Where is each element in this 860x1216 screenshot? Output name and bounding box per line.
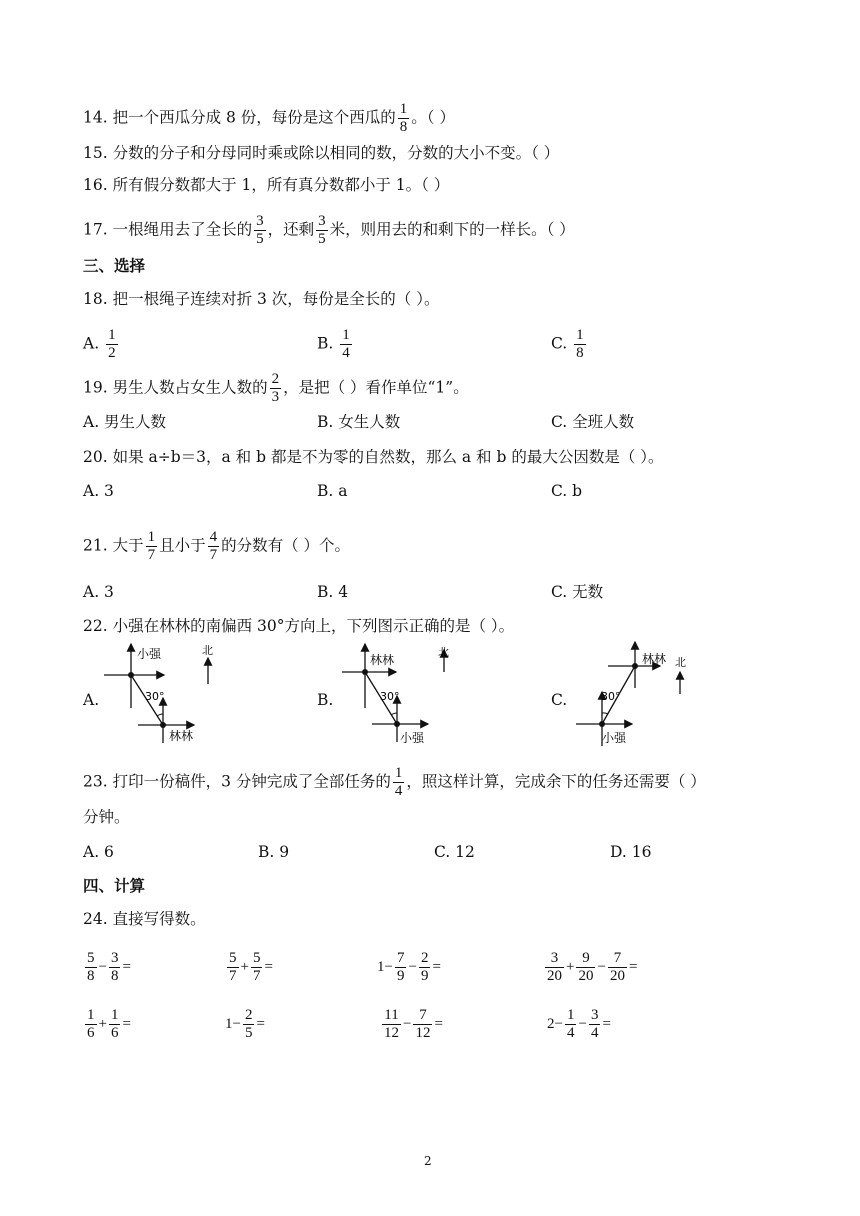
q21-num-2: 4 (209, 529, 218, 545)
question-14 (83, 101, 455, 135)
calc-fraction (419, 950, 431, 985)
calc-equals: = (122, 1016, 131, 1032)
calc-num: 9 (576, 950, 595, 968)
calc-fraction (545, 950, 564, 985)
diagram-b-north-label: 北 (438, 646, 449, 659)
q21-option-c: C. 无数 (551, 583, 604, 601)
q22-option-c-label: C. (551, 691, 568, 709)
q22-option-a-label: A. (83, 691, 100, 709)
calc-operator: − (408, 959, 417, 975)
calc-num: 1 (87, 1007, 95, 1023)
calc-den: 7 (229, 968, 237, 984)
calc-expression-2 (225, 950, 273, 985)
calc-num: 5 (87, 950, 95, 966)
q17-text-2: ，还剩 (267, 220, 315, 239)
q23-text-1: 23. 打印一份稿件，3 分钟完成了全部任务的 (83, 772, 391, 791)
calc-den: 7 (252, 968, 261, 984)
q20-option-b: B. a (317, 482, 348, 500)
calc-fraction (109, 1007, 121, 1042)
q17-num-1: 3 (256, 213, 264, 229)
calc-whole: 1 (377, 959, 385, 975)
question-18: 18. 把一根绳子连续对折 3 次，每份是全长的（ ）。 (83, 290, 440, 308)
q14-den: 8 (399, 119, 408, 135)
q17-den-1: 5 (256, 231, 264, 247)
question-19 (83, 371, 469, 405)
q22-option-b-label: B. (317, 691, 334, 709)
q18-option-c (551, 327, 588, 361)
calc-operator: − (232, 1016, 241, 1032)
calc-den: 4 (566, 1025, 575, 1041)
calc-equals: = (628, 959, 638, 975)
question-16: 16. 所有假分数都大于 1，所有真分数都小于 1。（ ） (83, 176, 450, 194)
option-num: 1 (342, 327, 350, 343)
q23-option-b: B. 9 (258, 843, 290, 861)
calc-num: 3 (110, 950, 119, 966)
q17-num-2: 3 (318, 213, 326, 229)
q20-option-c: C. b (551, 482, 583, 500)
calc-num: 7 (413, 1007, 432, 1025)
calc-num: 11 (382, 1007, 401, 1025)
section-heading-calculation: 四、计算 (83, 877, 146, 895)
diagram-c-angle-label: 30° (601, 690, 621, 703)
calc-den: 9 (396, 968, 405, 984)
q21-fraction-1 (146, 529, 158, 564)
calc-fraction (243, 1007, 255, 1042)
option-label: C. (551, 334, 568, 353)
q17-fraction-1 (254, 213, 266, 248)
q21-option-b: B. 4 (317, 583, 349, 601)
diagram-a-north-label: 北 (202, 644, 213, 657)
diagram-b-bottom-label: 小强 (400, 731, 425, 745)
question-15: 15. 分数的分子和分母同时乘或除以相同的数，分数的大小不变。（ ） (83, 144, 560, 162)
q22-diagram-c (572, 638, 702, 750)
q23-fraction (393, 765, 405, 800)
option-label: B. (317, 334, 334, 353)
q18-option-b (317, 327, 354, 361)
calc-num: 2 (420, 950, 429, 966)
calc-equals: = (264, 959, 273, 975)
question-20: 20. 如果 a÷b＝3，a 和 b 都是不为零的自然数，那么 a 和 b 的最大公因数是（ ）。 (83, 448, 664, 466)
q19-option-a: A. 男生人数 (83, 413, 167, 431)
q21-text-3: 的分数有（ ）个。 (221, 536, 351, 555)
calc-equals: = (434, 1016, 443, 1032)
option-label: A. (83, 334, 100, 353)
calc-fraction (576, 950, 595, 985)
calc-fraction (85, 950, 97, 985)
q23-den: 4 (394, 783, 403, 799)
calc-operator: − (384, 959, 393, 975)
q19-text-1: 19. 男生人数占女生人数的 (83, 378, 268, 397)
q19-num: 2 (271, 371, 280, 387)
calc-den: 12 (415, 1025, 431, 1041)
option-fraction (574, 327, 586, 362)
calc-fraction (109, 950, 121, 985)
diagram-a-angle-label: 30° (145, 690, 165, 703)
calc-den: 4 (590, 1025, 599, 1041)
question-21 (83, 529, 351, 563)
calc-operator: + (240, 959, 249, 975)
q18-option-a (83, 327, 120, 361)
calc-equals: = (432, 959, 441, 975)
question-17 (83, 213, 575, 247)
calc-operator: − (578, 1016, 587, 1032)
diagram-b-top-label: 林林 (370, 653, 395, 667)
q22-diagram-a (100, 638, 230, 750)
calc-den: 12 (384, 1025, 399, 1041)
q21-text-2: 且小于 (159, 536, 206, 555)
calc-den: 20 (609, 968, 625, 984)
q17-text-1: 17. 一根绳用去了全长的 (83, 220, 253, 239)
calc-whole: 2 (547, 1016, 555, 1032)
option-den: 4 (342, 345, 350, 361)
calc-expression-1 (83, 950, 131, 985)
calc-fraction (227, 950, 239, 985)
calc-expression-3 (377, 950, 441, 985)
calc-num: 7 (396, 950, 405, 966)
q19-den: 3 (271, 389, 280, 405)
option-fraction (106, 327, 118, 362)
calc-equals: = (602, 1016, 611, 1032)
page-number: 2 (424, 1154, 432, 1168)
calc-num: 3 (545, 950, 564, 968)
q22-diagram-b (336, 638, 466, 750)
question-23-continued: 分钟。 (83, 808, 130, 826)
question-22: 22. 小强在林林的南偏西 30°方向上，下列图示正确的是（ ）。 (83, 617, 515, 635)
calc-num: 3 (590, 1007, 599, 1023)
calc-fraction (382, 1007, 401, 1042)
option-num: 1 (576, 327, 584, 343)
calc-den: 8 (110, 968, 119, 984)
calc-expression-8 (547, 1007, 611, 1042)
calc-fraction (395, 950, 407, 985)
diagram-a-top-label: 小强 (137, 647, 162, 661)
calc-fraction (608, 950, 627, 985)
calc-expression-6 (225, 1007, 265, 1042)
calc-fraction (85, 1007, 97, 1042)
calc-expression-4 (543, 950, 637, 985)
calc-num: 7 (608, 950, 627, 968)
q21-den-2: 7 (209, 547, 218, 563)
q19-text-2: ，是把（ ）看作单位“1”。 (283, 378, 469, 397)
q21-den-1: 7 (147, 547, 156, 563)
calc-equals: = (122, 959, 131, 975)
q14-blank: 。（ ） (411, 108, 455, 127)
q23-option-a: A. 6 (83, 843, 114, 861)
q23-num: 1 (394, 765, 403, 781)
diagram-c-top-label: 林林 (642, 652, 667, 666)
q23-text-2: ，照这样计算，完成余下的任务还需要（ ） (406, 772, 706, 791)
q23-option-d: D. 16 (610, 843, 652, 861)
calc-equals: = (256, 1016, 265, 1032)
q14-text: 14. 把一个西瓜分成 8 份，每份是这个西瓜的 (83, 108, 396, 127)
calc-operator: − (554, 1016, 563, 1032)
option-fraction (340, 327, 352, 362)
diagram-b-angle-label: 30° (380, 690, 400, 703)
calc-num: 1 (566, 1007, 575, 1023)
calc-expression-5 (83, 1007, 131, 1042)
q20-option-a: A. 3 (83, 482, 114, 500)
calc-den: 8 (87, 968, 95, 984)
q19-option-c: C. 全班人数 (551, 413, 635, 431)
calc-num: 5 (229, 950, 237, 966)
calc-den: 6 (110, 1025, 119, 1041)
q23-option-c: C. 12 (434, 843, 475, 861)
section-heading-choice: 三、选择 (83, 257, 146, 275)
option-num: 1 (108, 327, 116, 343)
question-24: 24. 直接写得数。 (83, 910, 206, 928)
calc-num: 5 (252, 950, 261, 966)
calc-den: 20 (578, 968, 594, 984)
calc-operator: + (566, 959, 575, 975)
diagram-a-bottom-label: 林林 (169, 729, 194, 743)
option-den: 8 (576, 345, 584, 361)
q21-option-a: A. 3 (83, 583, 114, 601)
q21-fraction-2 (208, 529, 220, 564)
q17-den-2: 5 (318, 231, 326, 247)
calc-fraction (251, 950, 263, 985)
q14-num: 1 (399, 101, 408, 117)
calc-num: 2 (244, 1007, 253, 1023)
diagram-c-north-label: 北 (675, 656, 686, 669)
q21-text-1: 21. 大于 (83, 536, 144, 555)
q14-fraction (398, 101, 410, 136)
calc-whole: 1 (225, 1016, 233, 1032)
calc-expression-7 (380, 1007, 443, 1042)
calc-den: 9 (420, 968, 429, 984)
calc-fraction (413, 1007, 432, 1042)
calc-operator: − (597, 959, 606, 975)
q17-fraction-2 (316, 213, 328, 248)
calc-fraction (589, 1007, 601, 1042)
option-den: 2 (108, 345, 116, 361)
diagram-c-bottom-label: 小强 (602, 731, 627, 745)
calc-num: 1 (110, 1007, 119, 1023)
calc-operator: − (98, 959, 107, 975)
calc-operator: − (403, 1016, 412, 1032)
calc-fraction (565, 1007, 577, 1042)
q19-option-b: B. 女生人数 (317, 413, 401, 431)
question-23 (83, 765, 706, 799)
q19-fraction (270, 371, 282, 406)
calc-operator: + (98, 1016, 107, 1032)
calc-den: 5 (244, 1025, 253, 1041)
q21-num-1: 1 (147, 529, 156, 545)
q17-text-3: 米，则用去的和剩下的一样长。（ ） (329, 220, 575, 239)
calc-den: 6 (87, 1025, 95, 1041)
calc-den: 20 (547, 968, 562, 984)
